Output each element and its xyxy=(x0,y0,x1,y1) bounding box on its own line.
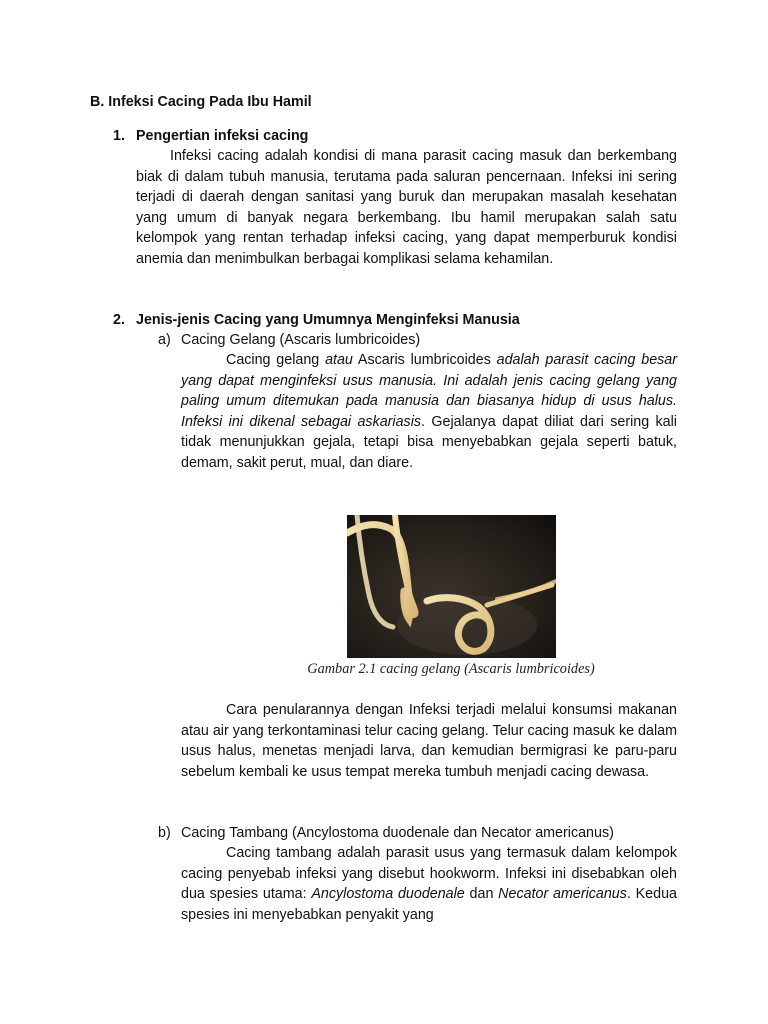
sub-b-paragraph xyxy=(181,843,677,925)
sub-a-text-end: . Gejalanya dapat diliat dari sering kali tidak menunjukkan gejala, tetapi bisa menyebabkan gejala seperti batuk, demam, sakit perut, mual, dan diare. xyxy=(181,413,677,471)
sub-a-paragraph xyxy=(181,350,677,474)
sub-b-letter: b) xyxy=(158,825,171,841)
item2-number: 2. xyxy=(113,312,125,328)
item1-number: 1. xyxy=(113,128,125,144)
sub-a-text-name: Ascaris lumbricoides xyxy=(352,352,497,368)
item1-paragraph: Infeksi cacing adalah kondisi di mana parasit cacing masuk dan berkembang biak di dalam tubuh manusia, terutama pada saluran pencernaan. Infeksi ini sering terjadi di daerah dengan sanitasi yang buruk dan merupakan masalah kesehatan yang umum di banyak negara berkembang. Ibu hamil merupakan salah satu kelompok yang rentan terhadap infeksi cacing, yang dapat memperburuk kondisi anemia dan menimbulkan berbagai komplikasi selama kehamilan. xyxy=(136,148,677,267)
sub-a-text-atau: atau xyxy=(325,352,353,368)
sub-b-species-1: Ancylostoma duodenale xyxy=(311,886,465,903)
roundworm-photo-illustration xyxy=(347,515,556,658)
sub-a-transmission: Cara penularannya dengan Infeksi terjadi melalui konsumsi makanan atau air yang terkontaminasi telur cacing gelang. Telur cacing masuk ke dalam usus halus, menetas menjadi larva, dan kemudian bermigrasi ke paru-paru sebelum kembali ke usus tempat mereka tumbuh menjadi cacing dewasa. xyxy=(181,702,677,780)
item2-title: Jenis-jenis Cacing yang Umumnya Menginfeksi Manusia xyxy=(136,312,520,328)
sub-a-text-start: Cacing gelang xyxy=(226,352,326,368)
section-heading: B. Infeksi Cacing Pada Ibu Hamil xyxy=(90,94,312,110)
sub-a-title: Cacing Gelang (Ascaris lumbricoides) xyxy=(181,332,421,348)
figure-caption: Gambar 2.1 cacing gelang (Ascaris lumbricoides) xyxy=(307,661,595,677)
sub-b-title: Cacing Tambang (Ancylostoma duodenale dan Necator americanus) xyxy=(181,825,614,841)
sub-a-letter: a) xyxy=(158,332,171,348)
sub-b-text-end: . Kedua spesies ini menyebabkan penyakit yang xyxy=(181,886,677,923)
sub-b-text-dan: dan xyxy=(464,886,499,903)
sub-b-species-2: Necator americanus xyxy=(498,886,627,903)
item1-title: Pengertian infeksi cacing xyxy=(136,128,309,144)
roundworm-photo xyxy=(347,515,556,658)
sub-b-text-start: Cacing tambang adalah parasit usus yang termasuk dalam kelompok cacing penyebab infeksi yang disebut hookworm. Infeksi ini disebabkan oleh dua spesies utama: xyxy=(181,845,677,903)
sub-a-text-italic: adalah parasit cacing besar yang dapat menginfeksi usus manusia. Ini adalah jenis cacing gelang yang paling umum ditemukan pada manusia dan biasanya hidup di usus halus. Infeksi ini dikenal sebagai askariasis xyxy=(181,352,678,430)
